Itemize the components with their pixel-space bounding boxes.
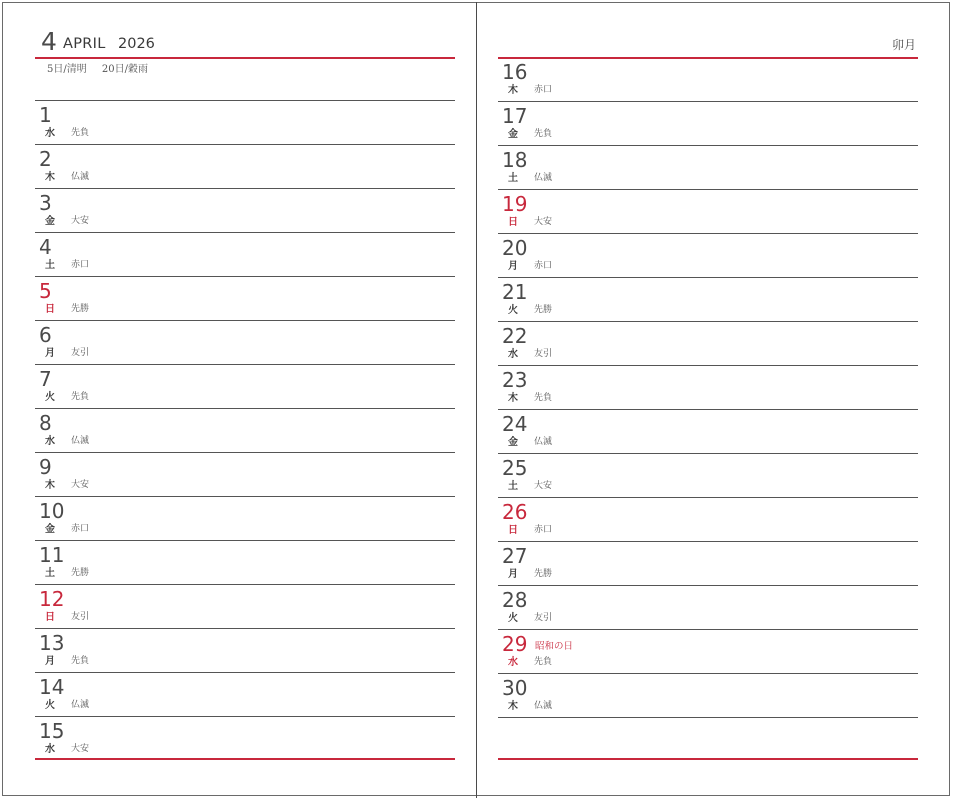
weekday-label: 木 (508, 85, 518, 96)
weekday-label: 金 (45, 524, 55, 535)
day-row[interactable] (498, 101, 918, 145)
rokuyo-label: 大安 (71, 480, 90, 490)
day-number: 10 (39, 499, 65, 523)
rokuyo-label: 友引 (534, 613, 553, 623)
month-header (35, 27, 455, 58)
rokuyo-label: 先負 (71, 392, 90, 402)
weekday-label: 日 (508, 217, 518, 228)
day-row[interactable] (35, 232, 455, 276)
day-number: 21 (502, 280, 528, 304)
day-row[interactable] (35, 584, 455, 628)
day-row[interactable] (498, 365, 918, 409)
day-number: 27 (502, 544, 528, 568)
day-number: 8 (39, 411, 52, 435)
weekday-label: 木 (45, 172, 55, 183)
solar-terms-memo (47, 60, 160, 75)
footer-red-rule (35, 758, 455, 760)
weekday-label: 水 (45, 128, 55, 139)
rokuyo-label: 友引 (534, 349, 553, 359)
day-number: 2 (39, 147, 52, 171)
rokuyo-label: 大安 (534, 217, 553, 227)
year-label: 2026 (118, 36, 155, 52)
day-number: 3 (39, 191, 52, 215)
day-number: 20 (502, 236, 528, 260)
weekday-label: 火 (45, 392, 55, 403)
day-number: 7 (39, 367, 52, 391)
weekday-label: 水 (45, 744, 55, 755)
day-row[interactable] (35, 100, 455, 144)
weekday-label: 土 (45, 568, 55, 579)
day-row[interactable] (498, 145, 918, 189)
page-spine (476, 2, 477, 798)
day-number: 28 (502, 588, 528, 612)
rokuyo-label: 先勝 (534, 305, 553, 315)
day-number: 24 (502, 412, 528, 436)
rokuyo-label: 赤口 (534, 261, 553, 271)
day-row[interactable] (498, 233, 918, 277)
day-row[interactable] (498, 277, 918, 321)
day-number: 11 (39, 543, 65, 567)
day-row[interactable] (35, 672, 455, 716)
weekday-label: 日 (45, 304, 55, 315)
weekday-label: 金 (508, 437, 518, 448)
rokuyo-label: 先負 (534, 657, 553, 667)
day-number: 22 (502, 324, 528, 348)
day-row[interactable] (498, 453, 918, 497)
day-row[interactable] (35, 188, 455, 232)
header-red-rule (35, 57, 455, 59)
day-row[interactable] (498, 629, 918, 673)
day-number: 17 (502, 104, 528, 128)
rokuyo-label: 先勝 (71, 304, 90, 314)
weekday-label: 土 (508, 481, 518, 492)
rokuyo-label: 先負 (71, 128, 90, 138)
day-number: 16 (502, 60, 528, 84)
weekday-label: 火 (45, 700, 55, 711)
rokuyo-label: 先勝 (71, 568, 90, 578)
weekday-label: 日 (45, 612, 55, 623)
day-number: 26 (502, 500, 528, 524)
day-row[interactable] (498, 409, 918, 453)
day-number: 23 (502, 368, 528, 392)
weekday-label: 金 (508, 129, 518, 140)
footer-red-rule (498, 758, 918, 760)
rokuyo-label: 赤口 (71, 524, 90, 534)
weekday-label: 水 (508, 349, 518, 360)
rokuyo-label: 仏滅 (71, 436, 90, 446)
day-number: 13 (39, 631, 65, 655)
rokuyo-label: 赤口 (71, 260, 90, 270)
day-row[interactable] (498, 321, 918, 365)
day-number: 19 (502, 192, 528, 216)
rokuyo-label: 大安 (71, 216, 90, 226)
day-number: 29 (502, 632, 528, 656)
month-name: APRIL (63, 36, 106, 52)
weekday-label: 火 (508, 305, 518, 316)
day-row[interactable] (35, 320, 455, 364)
day-row[interactable] (498, 189, 918, 233)
rokuyo-label: 仏滅 (71, 172, 90, 182)
rokuyo-label: 大安 (71, 744, 90, 754)
day-row[interactable] (35, 276, 455, 320)
weekday-label: 火 (508, 613, 518, 624)
day-row[interactable] (498, 585, 918, 629)
weekday-label: 金 (45, 216, 55, 227)
weekday-label: 月 (45, 348, 55, 359)
day-row[interactable] (35, 496, 455, 540)
day-row[interactable] (35, 628, 455, 672)
day-row[interactable] (35, 408, 455, 452)
rokuyo-label: 友引 (71, 348, 90, 358)
left-page (35, 0, 455, 800)
weekday-label: 木 (508, 393, 518, 404)
rokuyo-label: 仏滅 (534, 701, 553, 711)
day-number: 12 (39, 587, 65, 611)
day-row[interactable] (35, 144, 455, 188)
right-header (498, 27, 918, 58)
weekday-label: 木 (508, 701, 518, 712)
day-number: 15 (39, 719, 65, 743)
rokuyo-label: 先勝 (534, 569, 553, 579)
memo-item: 20日/穀雨 (101, 64, 149, 75)
day-number: 30 (502, 676, 528, 700)
rokuyo-label: 赤口 (534, 525, 553, 535)
day-row[interactable] (498, 497, 918, 541)
weekday-label: 月 (45, 656, 55, 667)
day-number: 9 (39, 455, 52, 479)
weekday-label: 土 (45, 260, 55, 271)
day-row[interactable] (35, 364, 455, 408)
right-page (498, 0, 918, 800)
rokuyo-label: 友引 (71, 612, 90, 622)
day-row[interactable] (35, 540, 455, 584)
rokuyo-label: 先負 (534, 129, 553, 139)
month-kanji: 卯月 (891, 38, 916, 52)
weekday-label: 月 (508, 261, 518, 272)
day-number: 14 (39, 675, 65, 699)
rokuyo-label: 先負 (534, 393, 553, 403)
day-row[interactable] (498, 57, 918, 101)
row-divider (498, 717, 918, 718)
day-row[interactable] (35, 452, 455, 496)
rokuyo-label: 先負 (71, 656, 90, 666)
day-number: 5 (39, 279, 52, 303)
day-number: 1 (39, 103, 52, 127)
day-number: 6 (39, 323, 52, 347)
rokuyo-label: 仏滅 (534, 437, 553, 447)
weekday-label: 土 (508, 173, 518, 184)
weekday-label: 日 (508, 525, 518, 536)
rokuyo-label: 仏滅 (534, 173, 553, 183)
memo-item: 5日/清明 (47, 64, 87, 75)
weekday-label: 木 (45, 480, 55, 491)
day-row[interactable] (498, 673, 918, 717)
rokuyo-label: 仏滅 (71, 700, 90, 710)
day-number: 4 (39, 235, 52, 259)
day-row[interactable] (35, 716, 455, 760)
rokuyo-label: 大安 (534, 481, 553, 491)
month-number: 4 (41, 27, 57, 56)
rokuyo-label: 赤口 (534, 85, 553, 95)
weekday-label: 水 (508, 657, 518, 668)
day-number: 25 (502, 456, 528, 480)
weekday-label: 月 (508, 569, 518, 580)
day-row[interactable] (498, 541, 918, 585)
day-number: 18 (502, 148, 528, 172)
weekday-label: 水 (45, 436, 55, 447)
holiday-label: 昭和の日 (535, 641, 574, 652)
